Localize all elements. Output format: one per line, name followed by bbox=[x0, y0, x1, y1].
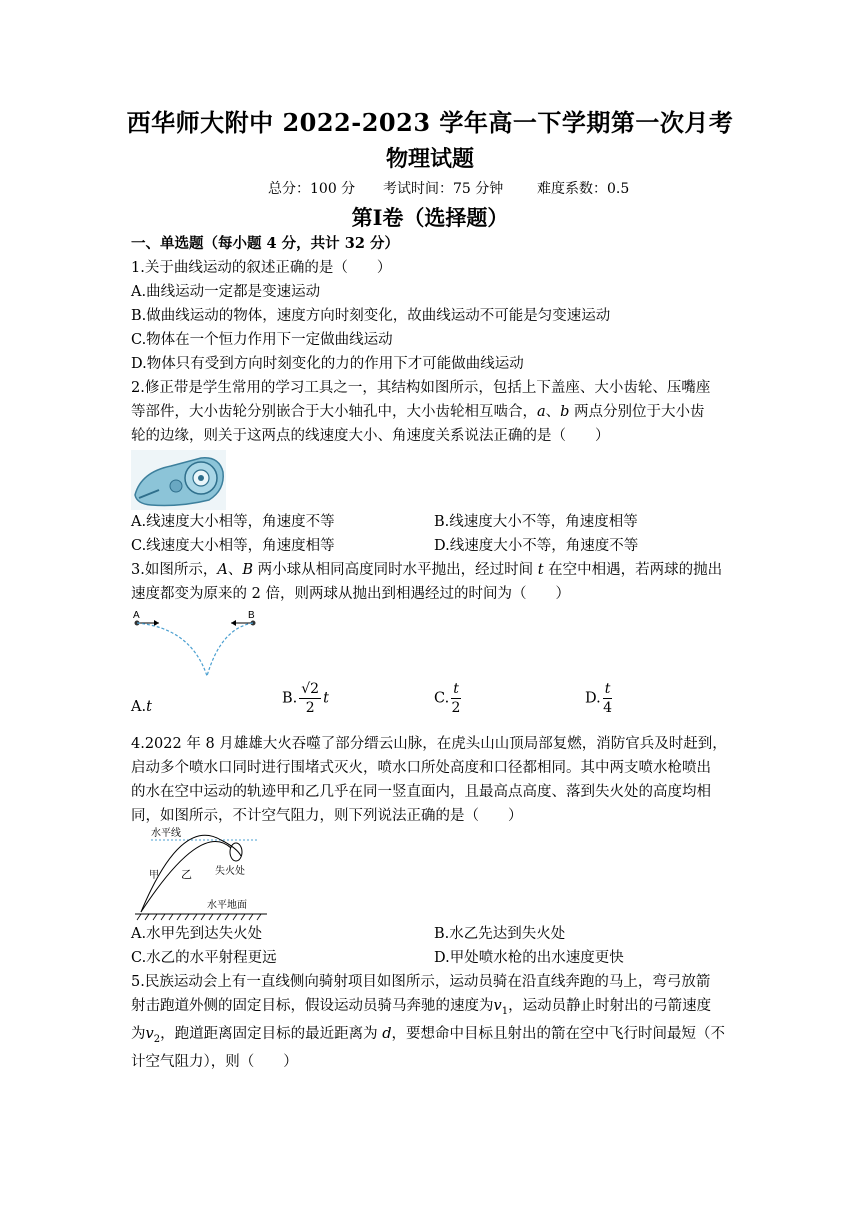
ground-label: 水平地面 bbox=[207, 900, 247, 911]
q4-stem-line1: 4.2022 年 8 月雄雄大火吞噬了部分缙云山脉，在虎头山山顶局部复燃，消防官兵及时赶到， bbox=[131, 736, 727, 752]
q5-stem-line2: 射击跑道外侧的固定目标，假设运动员骑马奔驰的速度为$v_1$，运动员静止时射出的弓箭速度 bbox=[131, 998, 712, 1017]
q5-stem-line1: 5.民族运动会上有一直线侧向骑射项目如图所示，运动员骑在沿直线奔跑的马上，弯弓放箭 bbox=[131, 974, 711, 990]
q1-option-c: C.物体在一个恒力作用下一定做曲线运动 bbox=[131, 332, 393, 348]
q1-stem: 1.关于曲线运动的叙述正确的是（ ） bbox=[131, 260, 392, 276]
q1-option-b: B.做曲线运动的物体，速度方向时刻变化，故曲线运动不可能是匀变速运动 bbox=[131, 308, 611, 324]
exam-title: 西华师大附中 2022-2023 学年高一下学期第一次月考 bbox=[126, 108, 734, 137]
q4-stem-line4: 同，如图所示，不计空气阻力，则下列说法正确的是（ ） bbox=[131, 808, 523, 824]
q5-stem-line3: 为$v_2$，跑道距离固定目标的最近距离为 d，要想命中目标且射出的箭在空中飞行时间最短（不 bbox=[131, 1026, 725, 1045]
jia-label: 甲 bbox=[149, 870, 159, 881]
q2-option-d: D.线速度大小不等，角速度不等 bbox=[434, 538, 639, 554]
q3-option-b: B. $\frac{√2}{2}$ t bbox=[282, 681, 329, 716]
q4-option-c: C.水乙的水平射程更远 bbox=[131, 950, 277, 966]
total-score: 总分：100 分 bbox=[268, 181, 356, 197]
q3-option-c: C. $\frac{t}{2}$ bbox=[434, 681, 461, 716]
q4-option-d: D.甲处喷水枪的出水速度更快 bbox=[434, 950, 624, 966]
ball-b-label: B bbox=[248, 610, 255, 621]
q2-stem-line3: 轮的边缘，则关于这两点的线速度大小、角速度关系说法正确的是（ ） bbox=[131, 428, 610, 444]
volume-heading: 第Ⅰ卷（选择题） bbox=[351, 205, 509, 230]
q4-stem-line2: 启动多个喷水口同时进行围堵式灭火，喷水口所处高度和口径都相同。其中两支喷水枪喷出 bbox=[131, 760, 711, 776]
q3-option-a: A.t bbox=[131, 699, 152, 715]
section-heading: 一、单选题（每小题 4 分，共计 32 分） bbox=[131, 235, 399, 252]
horizon-label: 水平线 bbox=[151, 828, 181, 839]
water-jet-figure bbox=[131, 826, 271, 922]
q2-option-a: A.线速度大小相等，角速度不等 bbox=[131, 514, 335, 530]
q2-option-c: C.线速度大小相等，角速度相等 bbox=[131, 538, 335, 554]
q4-stem-line3: 的水在空中运动的轨迹甲和乙几乎在同一竖直面内，且最高点高度、落到失火处的高度均相 bbox=[131, 784, 711, 800]
trajectory-b bbox=[207, 623, 253, 676]
yi-label: 乙 bbox=[181, 868, 192, 881]
q3-stem-line2: 速度都变为原来的 2 倍，则两球从抛出到相遇经过的时间为（ ） bbox=[131, 586, 570, 602]
q5-stem-line4: 计空气阻力），则（ ） bbox=[131, 1054, 298, 1070]
q4-option-a: A.水甲先到达失火处 bbox=[131, 926, 263, 942]
q4-option-b: B.水乙先达到失火处 bbox=[434, 926, 566, 942]
q1-option-d: D.物体只有受到方向时刻变化的力的作用下才可能做曲线运动 bbox=[131, 356, 524, 372]
q2-option-b: B.线速度大小不等，角速度相等 bbox=[434, 514, 638, 530]
correction-tape-image bbox=[131, 450, 226, 510]
fire-label: 失火处 bbox=[215, 866, 245, 877]
exam-subtitle: 物理试题 bbox=[385, 146, 474, 172]
q1-option-a: A.曲线运动一定都是变速运动 bbox=[131, 284, 321, 300]
difficulty: 难度系数：0.5 bbox=[537, 181, 630, 197]
q2-stem-line2: 等部件，大小齿轮分别嵌合于大小轴孔中，大小齿轮相互啮合，a、b 两点分别位于大小齿 bbox=[131, 404, 705, 420]
fire-spot bbox=[230, 843, 242, 861]
q3-option-d: D. $\frac{t}{4}$ bbox=[585, 681, 612, 716]
q3-stem-line1: 3.如图所示，A、B 两小球从相同高度同时水平抛出，经过时间 t 在空中相遇，若两球的抛出 bbox=[131, 562, 723, 578]
exam-time: 考试时间：75 分钟 bbox=[383, 181, 504, 197]
ball-a-label: A bbox=[133, 610, 140, 621]
trajectory-a bbox=[137, 623, 207, 676]
projectile-figure bbox=[131, 608, 266, 680]
q2-stem-line1: 2.修正带是学生常用的学习工具之一，其结构如图所示，包括上下盖座、大小齿轮、压嘴座 bbox=[131, 380, 711, 396]
